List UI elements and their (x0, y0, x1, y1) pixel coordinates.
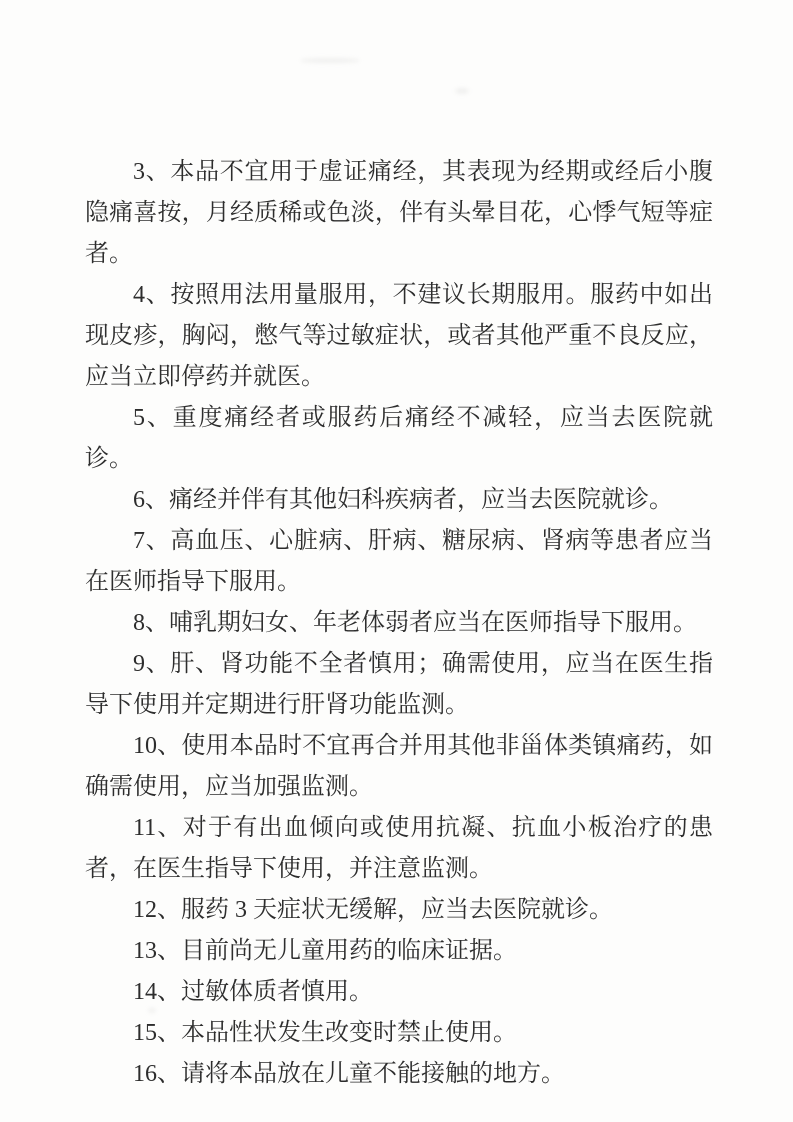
precaution-item-13: 13、目前尚无儿童用药的临床证据。 (133, 938, 517, 964)
precaution-item-3: 3、本品不宜用于虚证痛经，其表现为经期或经后小腹隐痛喜按，月经质稀或色淡，伴有头晕目花，心悸气短等症者。 (85, 159, 713, 267)
precaution-item-11: 11、对于有出血倾向或使用抗凝、抗血小板治疗的患者，在医生指导下使用，并注意监测。 (85, 815, 713, 882)
precaution-item-5: 5、重度痛经者或服药后痛经不减轻，应当去医院就诊。 (85, 405, 713, 472)
precaution-item-4: 4、按照用法用量服用，不建议长期服用。服药中如出现皮疹，胸闷，憋气等过敏症状，或者其他严重不良反应，应当立即停药并就医。 (85, 282, 713, 390)
precaution-item-7: 7、高血压、心脏病、肝病、糖尿病、肾病等患者应当在医师指导下服用。 (85, 528, 713, 595)
scan-smudge (300, 58, 360, 63)
precaution-item-16: 16、请将本品放在儿童不能接触的地方。 (133, 1061, 565, 1087)
precaution-item-9: 9、肝、肾功能不全者慎用；确需使用，应当在医生指导下使用并定期进行肝肾功能监测。 (85, 651, 713, 718)
precautions-text-block (85, 152, 713, 1095)
precaution-item-6: 6、痛经并伴有其他妇科疾病者，应当去医院就诊。 (133, 487, 673, 513)
precaution-item-15: 15、本品性状发生改变时禁止使用。 (133, 1020, 517, 1046)
precaution-item-10: 10、使用本品时不宜再合并用其他非甾体类镇痛药，如确需使用，应当加强监测。 (85, 733, 713, 800)
scan-smudge (455, 88, 469, 94)
precaution-item-8: 8、哺乳期妇女、年老体弱者应当在医师指导下服用。 (133, 610, 697, 636)
precaution-item-14: 14、过敏体质者慎用。 (133, 979, 373, 1005)
precaution-item-12: 12、服药 3 天症状无缓解，应当去医院就诊。 (133, 897, 613, 923)
